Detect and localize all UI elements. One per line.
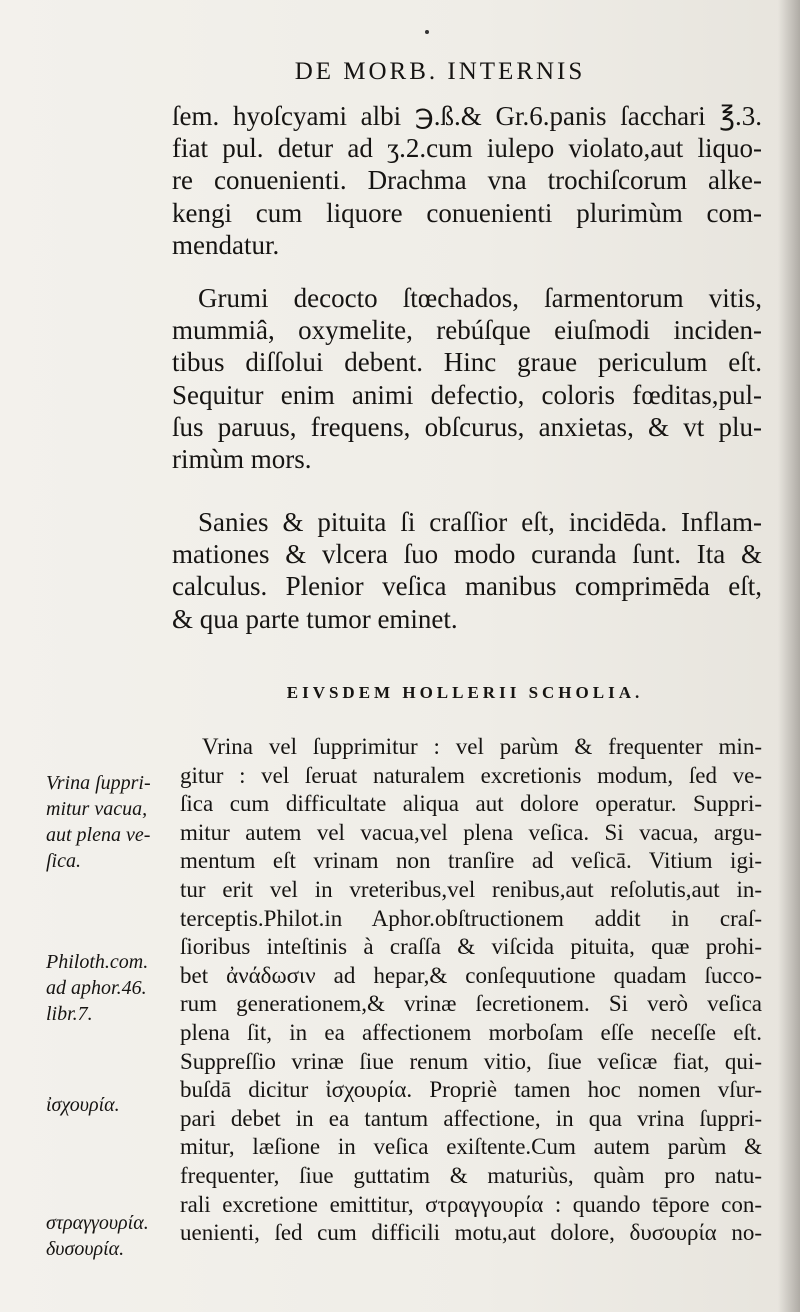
margin-note-line: Philoth.com. bbox=[46, 951, 149, 973]
text-line: mationes & vlcera ſuo modo curanda ſunt. Ita & bbox=[172, 539, 762, 570]
margin-note-line: aut plena ve- bbox=[46, 824, 151, 846]
margin-note-ischuria bbox=[46, 1092, 186, 1118]
paragraph-1 bbox=[172, 100, 762, 261]
margin-note-strangury bbox=[46, 1210, 186, 1262]
margin-note-line: libr.7. bbox=[46, 1003, 93, 1025]
commentary-line: mitur, læſione in veſica exiſtente.Cum autem parùm & bbox=[180, 1134, 762, 1160]
margin-note-philotheus bbox=[46, 949, 186, 1027]
commentary-line: Suppreſſio vrinæ ſiue renum vitio, ſiue veſicæ fiat, qui- bbox=[180, 1048, 762, 1074]
text-line: Sanies & pituita ſi craſſior eſt, incidēda. Inflam- bbox=[198, 507, 762, 537]
text-line: rimùm mors. bbox=[172, 443, 312, 474]
commentary-text bbox=[180, 733, 762, 1248]
commentary-line: gitur : vel ſeruat naturalem excretionis modum, ſed ve- bbox=[180, 762, 762, 788]
running-head: DE MORB. INTERNIS bbox=[294, 58, 586, 85]
text-line: calculus. Plenior veſica manibus comprimēda eſt, bbox=[172, 571, 762, 602]
paragraph-3 bbox=[172, 506, 762, 635]
commentary-line: tur erit vel in vreteribus,vel renibus,aut reſolutis,aut in- bbox=[180, 876, 762, 902]
margin-note-urina bbox=[46, 770, 186, 874]
paragraph-2 bbox=[172, 282, 762, 475]
text-line: fiat pul. detur ad ʒ.2.cum iulepo violato,aut liquo- bbox=[172, 133, 762, 164]
scholia-heading: EIVSDEM HOLLERII SCHOLIA. bbox=[286, 683, 644, 702]
commentary-line: rum generationem,& vrinæ ſecretionem. Si verò veſica bbox=[180, 991, 762, 1017]
commentary-line: mentum eſt vrinam non tranſire ad veſicā. Vitium igi- bbox=[180, 848, 762, 874]
margin-note-line: ad aphor.46. bbox=[46, 977, 147, 999]
text-line: tibus diſſolui debent. Hinc graue periculum eſt. bbox=[172, 347, 762, 378]
commentary-line: mitur autem vel vacua,vel plena veſica. Si vacua, argu- bbox=[180, 819, 762, 845]
margin-note-line: στραγγουρία. bbox=[46, 1212, 149, 1234]
printer-mark bbox=[425, 30, 429, 34]
margin-note-line: Vrina ſuppri- bbox=[46, 772, 151, 794]
margin-note-line: δυσουρία. bbox=[46, 1238, 125, 1260]
text-line: mummiâ, oxymelite, rebúſque eiuſmodi inciden- bbox=[172, 315, 762, 346]
margin-note-line: mitur vacua, bbox=[46, 798, 148, 820]
commentary-line: pari debet in ea tantum affectione, in qua vrina ſuppri- bbox=[180, 1105, 762, 1131]
commentary-line: plena ſit, in ea affectionem morboſam eſſe neceſſe eſt. bbox=[180, 1019, 762, 1045]
margin-note-line: ἰσχουρία. bbox=[46, 1094, 120, 1116]
commentary-line: buſdā dicitur ἰσχουρία. Propriè tamen hoc nomen vſur- bbox=[180, 1077, 762, 1103]
text-line: & qua parte tumor eminet. bbox=[172, 603, 458, 634]
commentary-line: uenienti, ſed cum difficili motu,aut dolore, δυσουρία no- bbox=[180, 1220, 762, 1246]
commentary-line: frequenter, ſiue guttatim & maturiùs, quàm pro natu- bbox=[180, 1162, 762, 1188]
commentary-line: ſica cum difficultate aliqua aut dolore operatur. Suppri- bbox=[180, 791, 762, 817]
text-line: ſem. hyoſcyami albi ℈.ß.& Gr.6.panis ſacchari ℥.3. bbox=[172, 101, 762, 131]
text-line: Grumi decocto ſtœchados, ſarmentorum vitis, bbox=[198, 283, 762, 313]
commentary-line: bet ἀνάδωσιν ad hepar,& conſequutione quadam ſucco- bbox=[180, 962, 762, 988]
text-line: re conuenienti. Drachma vna trochiſcorum alke- bbox=[172, 165, 762, 196]
text-line: Sequitur enim animi defectio, coloris fœditas,pul- bbox=[172, 379, 762, 410]
margin-note-line: ſica. bbox=[46, 850, 81, 872]
text-line: ſus paruus, frequens, obſcurus, anxietas, & vt plu- bbox=[172, 411, 762, 442]
text-line: kengi cum liquore conuenienti plurimùm com- bbox=[172, 197, 762, 228]
commentary-line: rali excretione emittitur, στραγγουρία : quando tēpore con- bbox=[180, 1191, 762, 1217]
page-edge-shadow bbox=[778, 0, 800, 1312]
commentary-line: ſioribus inteſtinis à craſſa & viſcida pituita, quæ prohi- bbox=[180, 934, 762, 960]
commentary-line: terceptis.Philot.in Aphor.obſtructionem addit in craſ- bbox=[180, 905, 762, 931]
commentary-line: Vrina vel ſupprimitur : vel parùm & frequenter min- bbox=[202, 734, 762, 759]
text-line: mendatur. bbox=[172, 229, 280, 260]
